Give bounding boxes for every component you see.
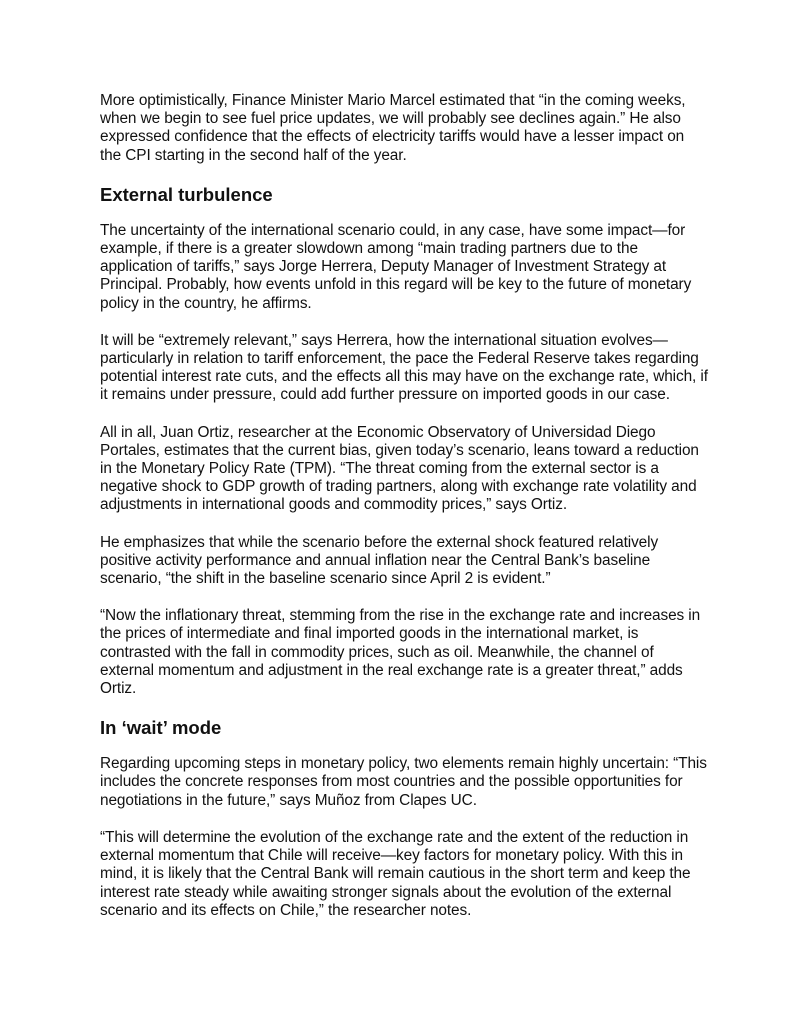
section-heading-external-turbulence: External turbulence bbox=[100, 183, 273, 205]
paragraph-herrera-relevance: It will be “extremely relevant,” says Herrera, how the international situation evolves—particularly in relation to tariff enforcement, the pace the Federal Reserve takes regarding potential interest rate cuts, and the effects all this may have on the exchange rate, which, if it remains under pressure, could add further pressure on imported goods in our case. bbox=[100, 331, 708, 404]
article-body bbox=[100, 92, 708, 939]
paragraph-ortiz-bias: All in all, Juan Ortiz, researcher at the Economic Observatory of Universidad Diego Portales, estimates that the current bias, given today’s scenario, leans toward a reduction in the Monetary Policy Rate (TPM). “The threat coming from the external sector is a negative shock to GDP growth of trading partners, along with exchange rate volatility and adjustments in international goods and commodity prices,” says Ortiz. bbox=[100, 423, 699, 514]
paragraph-fuel-prices: More optimistically, Finance Minister Mario Marcel estimated that “in the coming weeks, when we begin to see fuel price updates, we will probably see declines again.” He also expressed confidence that the effects of electricity tariffs would have a lesser impact on the CPI starting in the second half of the year. bbox=[100, 92, 686, 164]
section-heading-wait-mode: In ‘wait’ mode bbox=[100, 717, 222, 739]
paragraph-international-uncertainty: The uncertainty of the international scenario could, in any case, have some impact—for example, if there is a greater slowdown among “main trading partners due to the application of tariffs,” says Jorge Herrera, Deputy Manager of Investment Strategy at Principal. Probably, how events unfold in this regard will be key to the future of monetary policy in the country, he affirms. bbox=[100, 221, 692, 312]
paragraph-baseline-shift: He emphasizes that while the scenario before the external shock featured relatively positive activity performance and annual inflation near the Central Bank’s baseline scenario, “the shift in the baseline scenario since April 2 is evident.” bbox=[100, 533, 659, 588]
paragraph-inflationary-threat: “Now the inflationary threat, stemming from the rise in the exchange rate and increases in the prices of intermediate and final imported goods in the international market, is contrasted with the fall in commodity prices, such as oil. Meanwhile, the channel of external momentum and adjustment in the real exchange rate is a greater threat,” adds Ortiz. bbox=[100, 607, 701, 698]
paragraph-upcoming-steps: Regarding upcoming steps in monetary policy, two elements remain highly uncertain: “This includes the concrete responses from most countries and the possible opportunities for negotiations in the future,” says Muñoz from Clapes UC. bbox=[100, 755, 707, 809]
paragraph-exchange-rate-evolution: “This will determine the evolution of the exchange rate and the extent of the reduction in external momentum that Chile will receive—key factors for monetary policy. With this in mind, it is likely that the Central Bank will remain cautious in the short term and keep the interest rate steady while awaiting stronger signals about the evolution of the external scenario and its effects on Chile,” the researcher notes. bbox=[100, 828, 691, 919]
